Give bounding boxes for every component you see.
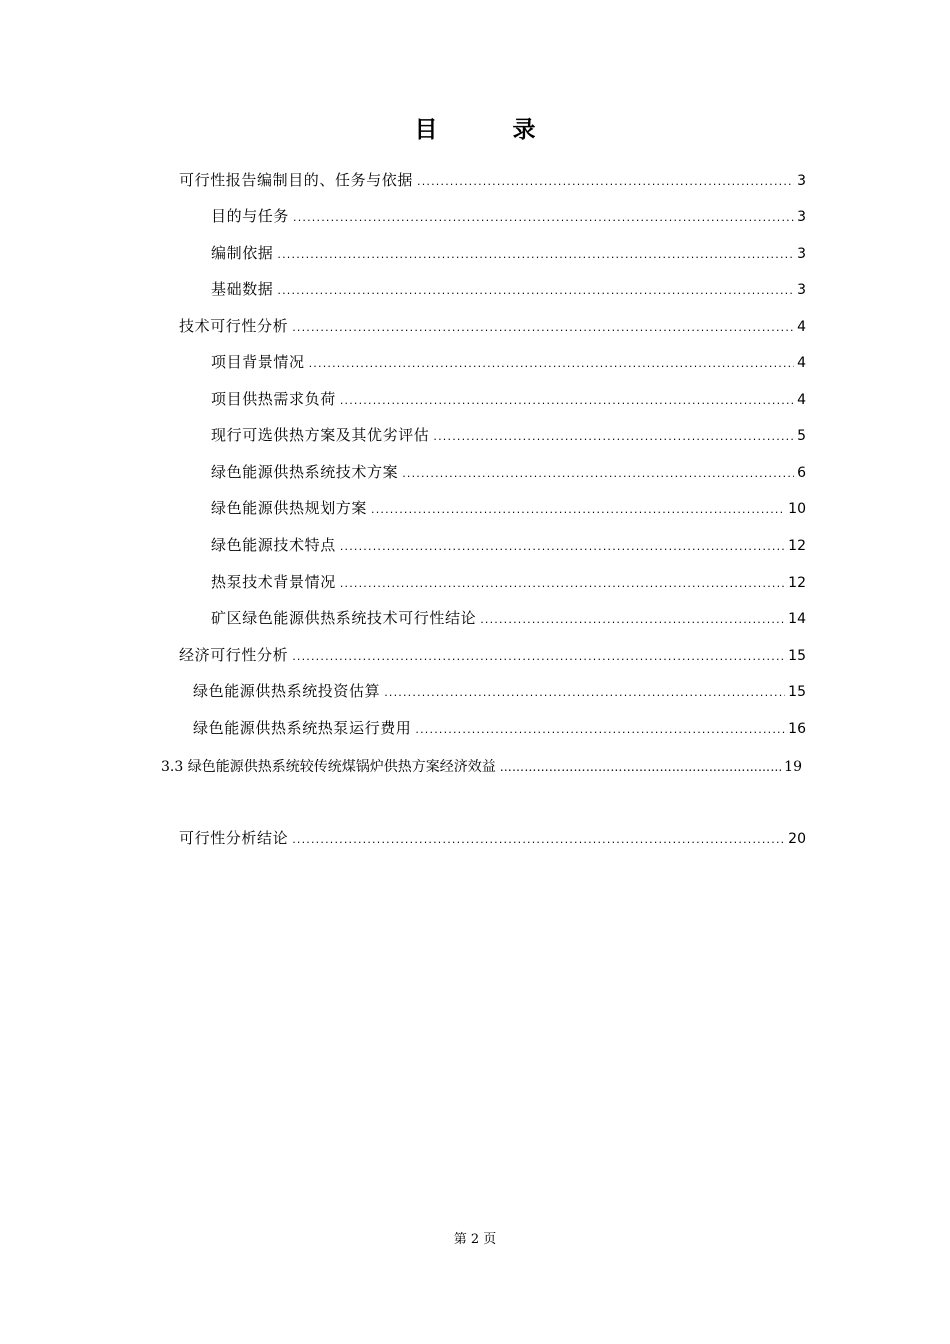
dot-leader [292,828,785,852]
toc-page-number: 15 [788,648,806,664]
toc-page-number: 4 [797,392,806,408]
toc-entry-4[interactable] [179,826,806,850]
dot-leader [340,572,785,596]
toc-entry-3[interactable] [179,643,806,667]
dot-leader [415,718,785,742]
dot-leader [371,498,785,522]
dot-leader [402,462,794,486]
toc-entry-2-3[interactable] [211,423,806,447]
toc-entry-label: 3.3 绿色能源供热系统较传统煤锅炉供热方案经济效益 [161,759,496,775]
toc-entry-label: 热泵技术背景情况 [211,573,336,591]
toc-entry-label: 基础数据 [211,280,274,298]
dot-leader [309,352,794,376]
toc-page-number: 3 [797,246,806,262]
toc-entry-2-2[interactable] [211,387,806,411]
dot-leader [500,755,781,779]
dot-leader [340,535,785,559]
toc-entry-label: 编制依据 [211,244,274,262]
toc-page-number: 12 [788,538,806,554]
toc-page-number: 19 [784,759,802,775]
toc-entry-1-1[interactable] [211,204,806,228]
dot-leader [292,645,785,669]
toc-entry-label: 可行性报告编制目的、任务与依据 [179,171,414,189]
toc-entry-3-3[interactable] [161,755,802,779]
dot-leader [340,389,794,413]
toc-entry-label: 绿色能源技术特点 [211,536,336,554]
toc-entry-label: 绿色能源供热规划方案 [211,499,368,517]
toc-entry-label: 绿色能源供热系统投资估算 [193,682,381,700]
page-footer: 第 2 页 [453,1232,497,1247]
toc-page-number: 3 [797,209,806,225]
toc-entry-2-7[interactable] [211,570,806,594]
toc-entry-label: 绿色能源供热系统技术方案 [211,463,399,481]
toc-entry-3-1[interactable] [193,679,806,703]
toc-page-number: 3 [797,282,806,298]
toc-page-number: 12 [788,575,806,591]
toc-entry-label: 项目供热需求负荷 [211,390,336,408]
toc-entry-2-6[interactable] [211,533,806,557]
toc-page-number: 15 [788,684,806,700]
dot-leader [480,608,785,632]
toc-entry-1-3[interactable] [211,277,806,301]
dot-leader [293,206,794,230]
toc-page-number: 14 [788,611,806,627]
dot-leader [433,425,794,449]
toc-page-number: 3 [797,173,806,189]
toc-page-number: 10 [788,501,806,517]
toc-page-number: 6 [797,465,806,481]
toc-entry-label: 可行性分析结论 [179,829,289,847]
toc-entry-2-4[interactable] [211,460,806,484]
toc-page-number: 16 [788,721,806,737]
toc-page-number: 20 [788,831,806,847]
toc-page-number: 4 [797,319,806,335]
toc-entry-label: 项目背景情况 [211,353,305,371]
dot-leader [277,279,794,303]
toc-entry-label: 目的与任务 [211,207,290,225]
toc-entry-label: 绿色能源供热系统热泵运行费用 [193,719,412,737]
toc-entry-label: 现行可选供热方案及其优劣评估 [211,426,430,444]
toc-entry-label: 矿区绿色能源供热系统技术可行性结论 [211,609,477,627]
toc-entry-1[interactable] [179,168,806,192]
dot-leader [384,681,785,705]
dot-leader [277,243,794,267]
dot-leader [417,170,794,194]
toc-entry-2[interactable] [179,314,806,338]
toc-entry-1-2[interactable] [211,241,806,265]
dot-leader [292,316,794,340]
toc-entry-2-5[interactable] [211,496,806,520]
toc-entry-2-8[interactable] [211,606,806,630]
toc-entry-label: 技术可行性分析 [179,317,289,335]
toc-entry-2-1[interactable] [211,350,806,374]
toc-page-number: 5 [797,428,806,444]
toc-page-number: 4 [797,355,806,371]
toc-entry-label: 经济可行性分析 [179,646,289,664]
toc-title: 目 录 [414,116,562,143]
toc-entry-3-2[interactable] [193,716,806,740]
